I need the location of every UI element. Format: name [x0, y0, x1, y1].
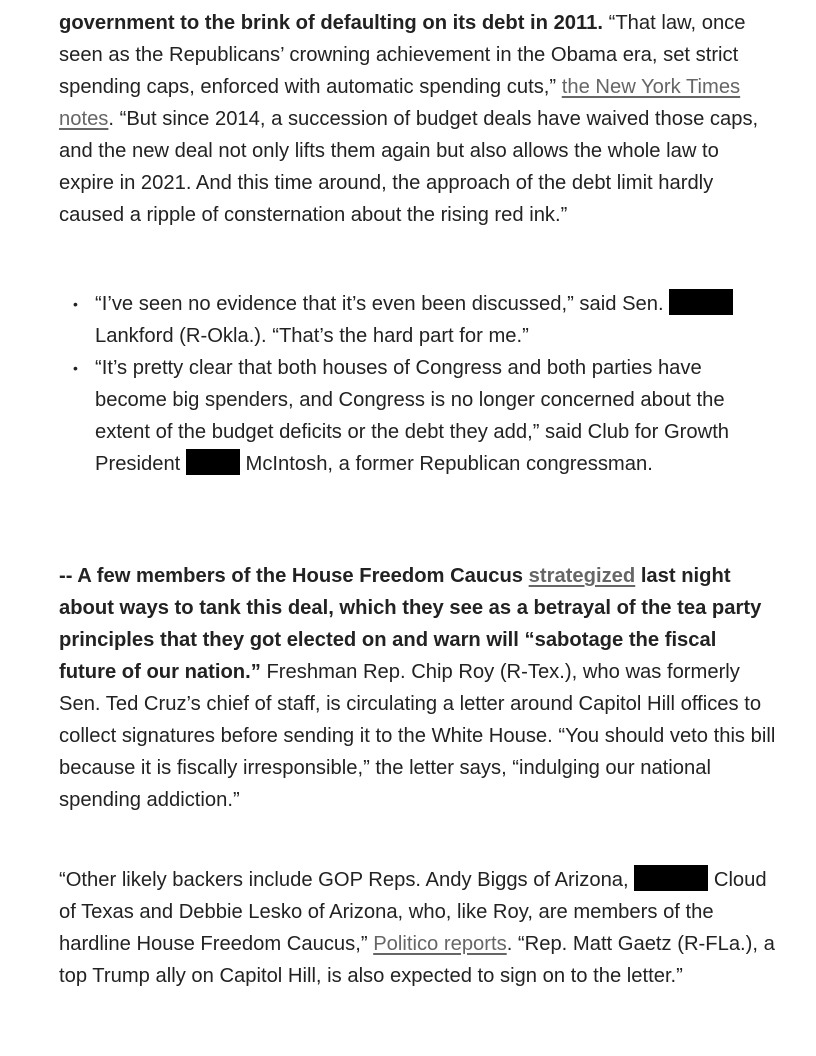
paragraph-text: . “Rep. Matt Gaetz (R-FLa.), a top Trump ally on Capitol Hill, is also expected to sign on to the letter.” — [59, 933, 775, 987]
bullet-text: McIntosh, a former Republican congressman. — [239, 453, 653, 475]
bullet-item-lankford — [73, 288, 779, 352]
paragraph-other-backers — [59, 864, 779, 992]
strategized-link[interactable]: strategized — [528, 565, 636, 587]
paragraph-lead-bold: -- A few members of the House Freedom Caucus — [59, 565, 529, 587]
redaction-box — [186, 449, 240, 475]
quote-bullet-list — [73, 288, 779, 480]
paragraph-lead-bold: government to the brink of defaulting on its debt in 2011. — [59, 12, 603, 34]
paragraph-freedom-caucus — [59, 560, 779, 816]
bullet-text: “It’s pretty clear that both houses of Congress and both parties have become big spenders, and Congress is no longer concerned about the extent of the budget deficits or the debt they add,” said Club for Growth President — [95, 357, 730, 475]
redaction-box — [669, 289, 733, 315]
paragraph-text: “Other likely backers include GOP Reps. Andy Biggs of Arizona, — [59, 869, 635, 891]
redaction-box — [634, 865, 708, 891]
paragraph-budget-caps — [59, 7, 779, 231]
bullet-text: “I’ve seen no evidence that it’s even been discussed,” said Sen. — [95, 293, 670, 315]
paragraph-text: Freshman Rep. Chip Roy (R-Tex.), who was formerly Sen. Ted Cruz’s chief of staff, is circulating a letter around Capitol Hill offices to collect signatures before sending it to the White House. “You should veto this bill because it is fiscally irresponsible,” the letter says, “indulging our national spending addiction.” — [59, 661, 776, 811]
bullet-item-mcintosh — [73, 352, 779, 480]
paragraph-text: Cloud of Texas and Debbie Lesko of Arizona, who, like Roy, are members of the hardline House Freedom Caucus,” — [59, 869, 767, 955]
paragraph-lead-bold: last night about ways to tank this deal, which they see as a betrayal of the tea party principles that they got elected on and warn will “sabotage the fiscal future of our nation.” — [59, 565, 762, 683]
paragraph-text: . “But since 2014, a succession of budget deals have waived those caps, and the new deal not only lifts them again but also allows the whole law to expire in 2021. And this time around, the approach of the debt limit hardly caused a ripple of consternation about the rising red ink.” — [59, 108, 759, 226]
nyt-link[interactable]: the New York Times notes — [59, 76, 741, 130]
paragraph-text: “That law, once seen as the Republicans’ crowning achievement in the Obama era, set strict spending caps, enforced with automatic spending cuts,” — [59, 12, 746, 98]
bullet-text: Lankford (R-Okla.). “That’s the hard part for me.” — [95, 325, 529, 347]
bullet-glyph: • — [73, 296, 78, 312]
bullet-glyph: • — [73, 360, 78, 376]
politico-link[interactable]: Politico reports — [373, 933, 507, 955]
